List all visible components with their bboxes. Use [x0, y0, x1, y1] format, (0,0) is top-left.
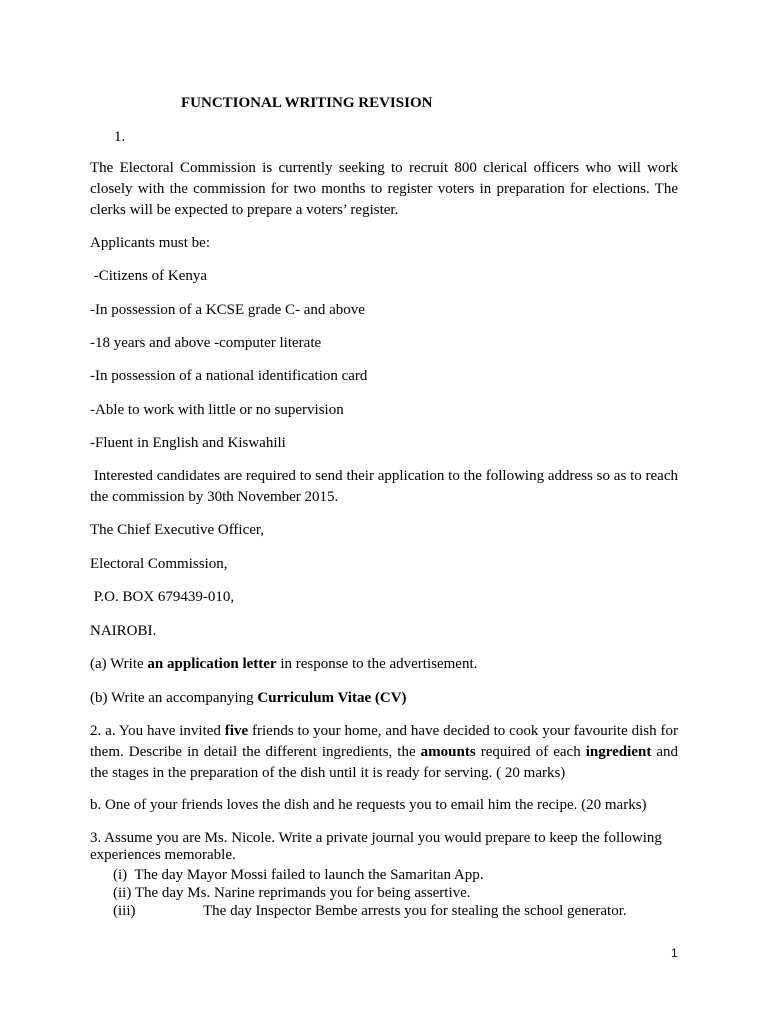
question-1-intro: The Electoral Commission is currently seeking to recruit 800 clerical officers who will work closely with the commission for two months to register voters in preparation for elections. The clerks will be expected to prepare a voters’ register.	[90, 160, 678, 218]
address-line: The Chief Executive Officer,	[90, 522, 265, 538]
address-line: NAIROBI.	[90, 623, 157, 639]
q2a-text: 2. a. You have invited	[90, 723, 225, 739]
item-text: The day Mayor Mossi failed to launch the Samaritan App.	[134, 867, 484, 883]
item-label: (i)	[113, 867, 128, 883]
task-a-prefix: (a) Write	[90, 656, 148, 672]
question-3-item	[113, 884, 471, 902]
task-a-suffix: in response to the advertisement.	[276, 656, 478, 672]
q2a-text: required of each	[475, 744, 586, 760]
address-line: Electoral Commission,	[90, 556, 228, 572]
requirement-item: -Citizens of Kenya	[90, 268, 208, 284]
question-3-item	[113, 866, 484, 884]
question-3-item-label: (iii)	[113, 903, 136, 919]
question-3-intro: 3. Assume you are Ms. Nicole. Write a private journal you would prepare to keep the following experiences memorable.	[90, 830, 662, 863]
question-3-item-text: The day Inspector Bembe arrests you for stealing the school generator.	[203, 903, 627, 919]
requirement-item: -18 years and above -computer literate	[90, 335, 322, 351]
question-1-number: 1.	[114, 129, 126, 145]
task-a	[90, 654, 678, 675]
requirement-item: -Fluent in English and Kiswahili	[90, 435, 286, 451]
page-title: FUNCTIONAL WRITING REVISION	[181, 95, 433, 111]
page-number: 1	[671, 946, 678, 960]
task-b-emphasis: Curriculum Vitae (CV)	[257, 690, 407, 706]
task-b-prefix: (b) Write an accompanying	[90, 690, 258, 706]
task-a-emphasis: an application letter	[147, 656, 277, 672]
q2a-bold: amounts	[420, 744, 476, 760]
question-2b: b. One of your friends loves the dish and he requests you to email him the recipe. (20 marks)	[90, 797, 647, 813]
task-b	[90, 688, 678, 709]
requirement-item: -Able to work with little or no supervision	[90, 402, 344, 418]
application-instruction: Interested candidates are required to send their application to the following address so as to reach the commission by 30th November 2015.	[90, 468, 682, 505]
item-text: The day Ms. Narine reprimands you for being assertive.	[134, 885, 471, 901]
requirement-item: -In possession of a KCSE grade C- and above	[90, 302, 365, 318]
applicants-heading: Applicants must be:	[90, 235, 210, 251]
item-label: (ii)	[113, 885, 132, 901]
q2a-bold: ingredient	[585, 744, 652, 760]
address-line: P.O. BOX 679439-010,	[90, 589, 235, 605]
question-2a	[90, 721, 678, 784]
q2a-text: friends to your home, and have decided to cook your favourite dish for them. Describe in detail the different ingredients, the	[90, 723, 678, 760]
q2a-text: and the stages in the preparation of the dish until it is ready for serving. ( 20 marks)	[90, 744, 678, 781]
requirement-item: -In possession of a national identification card	[90, 368, 368, 384]
q2a-bold: five	[224, 723, 249, 739]
